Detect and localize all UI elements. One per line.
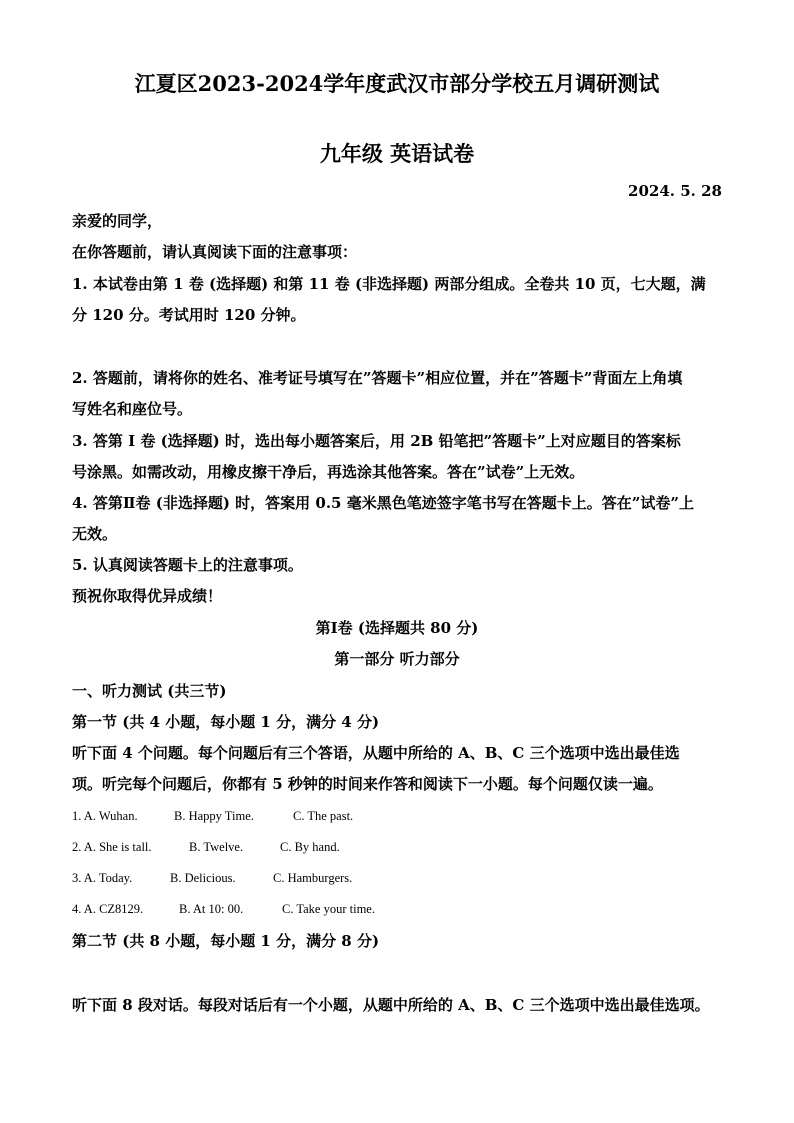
question-3-option-c: C. Hamburgers. bbox=[273, 871, 353, 885]
section-1-instructions-line-1: 听下面 4 个问题。每个问题后有三个答语，从题中所给的 A、B、C 三个选项中选出最佳选 bbox=[72, 744, 680, 762]
notice-item-3-line-2: 号涂黑。如需改动，用橡皮擦干净后，再选涂其他答案。答在”试卷”上无效。 bbox=[72, 463, 585, 481]
question-3-option-a: 3. A. Today. bbox=[72, 871, 133, 885]
question-4-option-a: 4. A. CZ8129. bbox=[72, 902, 144, 916]
question-1-option-b: B. Happy Time. bbox=[174, 809, 254, 823]
notice-item-5: 5. 认真阅读答题卡上的注意事项。 bbox=[72, 556, 303, 574]
exam-date: 2024. 5. 28 bbox=[628, 182, 722, 200]
notice-item-4-line-1: 4. 答第Ⅱ卷 (非选择题) 时，答案用 0.5 毫米黑色笔迹签字笔书写在答题卡上。答在”试卷”上 bbox=[72, 494, 694, 512]
notice-item-3-line-1: 3. 答第 Ⅰ 卷 (选择题) 时，选出每小题答案后，用 2B 铅笔把”答题卡”上对应题目的答案标 bbox=[72, 432, 681, 450]
wish: 预祝你取得优异成绩！ bbox=[72, 587, 223, 605]
question-2-option-b: B. Twelve. bbox=[189, 840, 244, 854]
question-1-option-a: 1. A. Wuhan. bbox=[72, 809, 138, 823]
notice-item-2-line-2: 写姓名和座位号。 bbox=[72, 400, 193, 418]
greeting: 亲爱的同学， bbox=[72, 212, 163, 230]
volume-heading: 第Ⅰ卷 (选择题共 80 分) bbox=[315, 619, 479, 637]
question-4-option-c: C. Take your time. bbox=[282, 902, 375, 916]
notice-item-1-line-1: 1. 本试卷由第 1 卷 (选择题) 和第 11 卷 (非选择题) 两部分组成。全卷共 10 页，七大题，满 bbox=[72, 275, 706, 293]
notice-item-2-line-1: 2. 答题前，请将你的姓名、准考证号填写在”答题卡”相应位置，并在”答题卡”背面左上角填 bbox=[72, 369, 683, 387]
question-3-option-b: B. Delicious. bbox=[170, 871, 236, 885]
question-4-option-b: B. At 10: 00. bbox=[179, 902, 244, 916]
exam-subtitle: 九年级 英语试卷 bbox=[319, 141, 475, 166]
question-4 bbox=[72, 900, 375, 918]
listening-heading: 一、听力测试 (共三节) bbox=[72, 682, 227, 700]
question-2 bbox=[72, 838, 340, 856]
exam-title: 江夏区2023-2024学年度武汉市部分学校五月调研测试 bbox=[134, 71, 660, 96]
notice-intro: 在你答题前，请认真阅读下面的注意事项： bbox=[72, 243, 358, 261]
question-2-option-a: 2. A. She is tall. bbox=[72, 840, 152, 854]
question-1 bbox=[72, 807, 353, 825]
notice-item-4-line-2: 无效。 bbox=[72, 525, 118, 543]
section-2-instructions: 听下面 8 段对话。每段对话后有一个小题，从题中所给的 A、B、C 三个选项中选出最佳选项。 bbox=[72, 996, 710, 1014]
part-heading: 第一部分 听力部分 bbox=[334, 650, 460, 668]
section-2-title: 第二节 (共 8 小题，每小题 1 分，满分 8 分) bbox=[72, 932, 380, 950]
notice-item-1-line-2: 分 120 分。考试用时 120 分钟。 bbox=[72, 306, 306, 324]
question-2-option-c: C. By hand. bbox=[280, 840, 340, 854]
question-3 bbox=[72, 869, 352, 887]
question-1-option-c: C. The past. bbox=[293, 809, 354, 823]
section-1-title: 第一节 (共 4 小题，每小题 1 分，满分 4 分) bbox=[72, 713, 380, 731]
section-1-instructions-line-2: 项。听完每个问题后，你都有 5 秒钟的时间来作答和阅读下一小题。每个问题仅读一遍。 bbox=[72, 775, 663, 793]
